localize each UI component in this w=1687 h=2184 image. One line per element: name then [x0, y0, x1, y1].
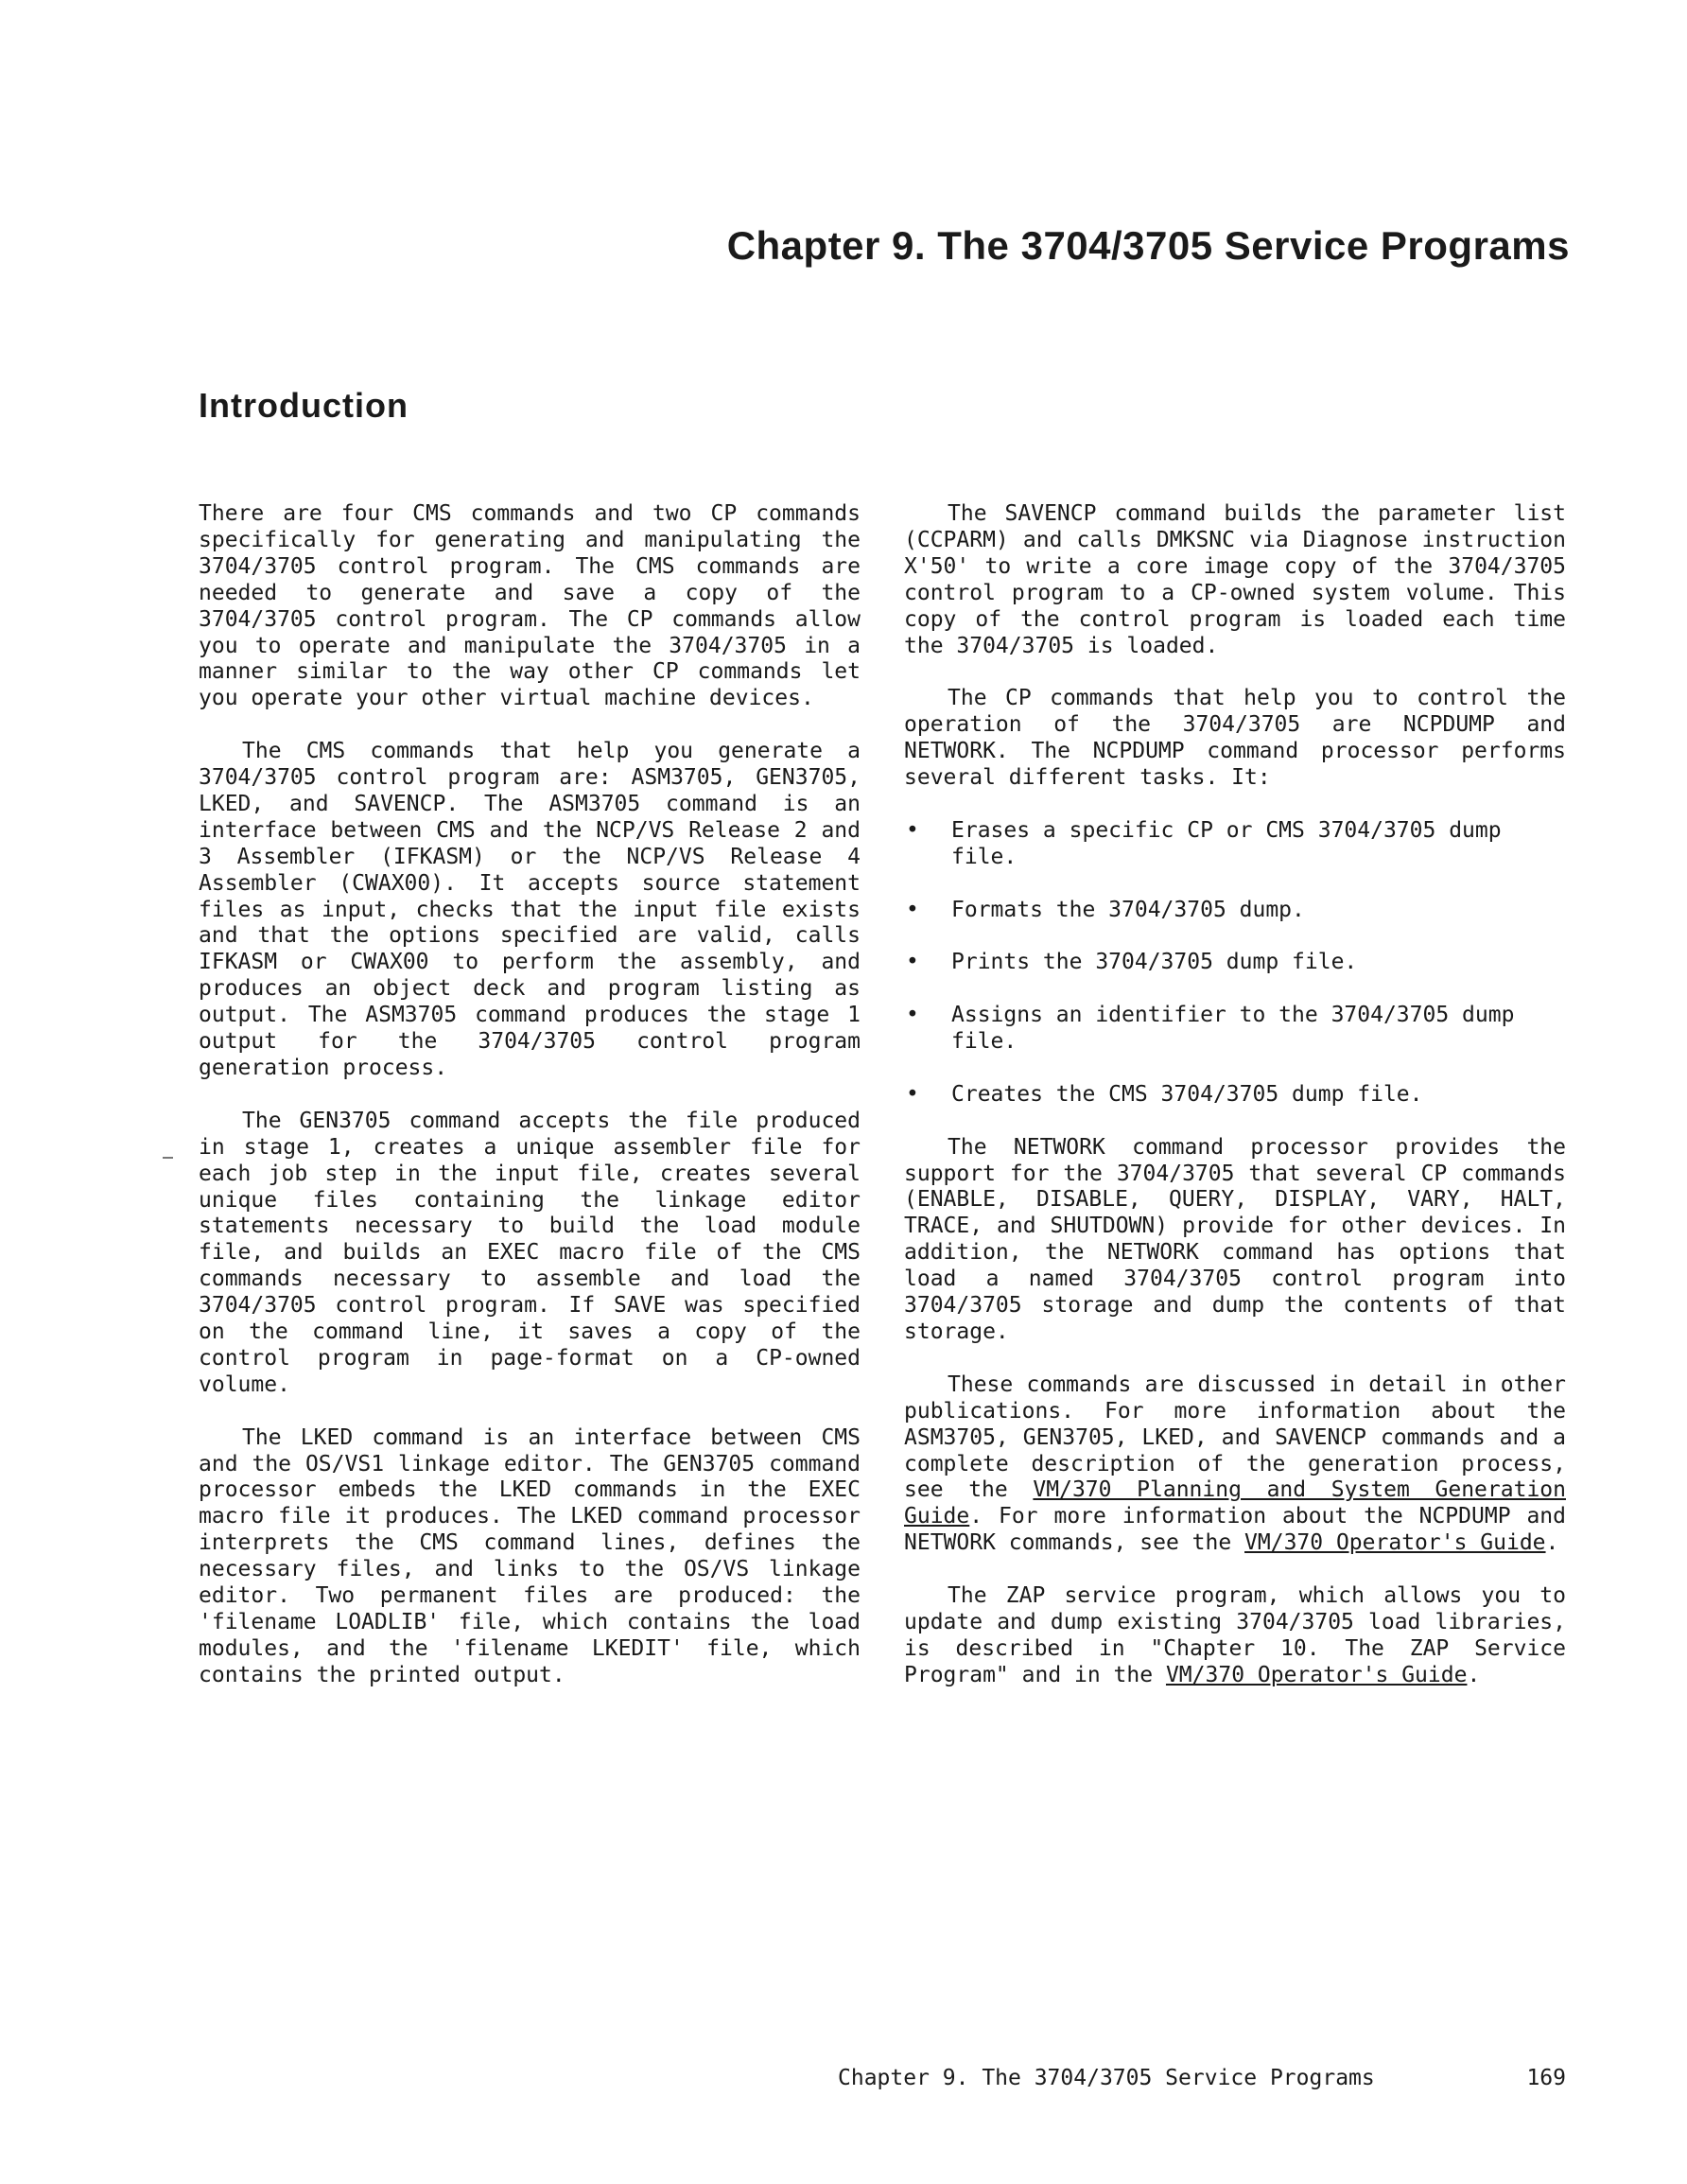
text-run: . For more information about the NCPDUMP and NETWORK commands, see the [904, 1504, 1566, 1556]
text-run: The GEN3705 command accepts the file produced in stage 1, creates a unique assembler file for each job step in the input file, creates several unique files containing the linkage editor statements necessary to build the load module file, and builds an EXEC macro file of the CMS commands necessary to assemble and load the 3704/3705 control program. If SAVE was specified on the command line, it saves a copy of the control program in page-format on a CP-owned volume. [199, 1108, 861, 1397]
paragraph [199, 739, 861, 1082]
chapter-title: Chapter 9. The 3704/3705 Service Programs [726, 223, 1570, 268]
text-run: . [1467, 1662, 1481, 1687]
paragraph [904, 686, 1566, 792]
bullet-item: • Assigns an identifier to the 3704/3705 dump file. [904, 1003, 1566, 1056]
book-title-link: VM/370 Operator's Guide [1244, 1530, 1546, 1556]
bullet-list [904, 818, 1566, 1109]
margin-revision-mark [163, 1157, 173, 1159]
bullet-item: • Creates the CMS 3704/3705 dump file. [904, 1082, 1566, 1109]
section-heading: Introduction [199, 386, 409, 425]
left-column [199, 501, 861, 1716]
right-column [904, 501, 1566, 1716]
text-run: The CP commands that help you to control the operation of the 3704/3705 are NCPDUMP and NETWORK. The NCPDUMP command processor performs several different tasks. It: [904, 686, 1566, 791]
bullet-item: • Formats the 3704/3705 dump. [904, 898, 1566, 924]
paragraph [199, 501, 861, 712]
book-title-link: VM/370 Planning and System Generation Guide [904, 1477, 1566, 1529]
text-run: The NETWORK command processor provides the support for the 3704/3705 that several CP commands (ENABLE, DISABLE, QUERY, DISPLAY, VARY, HALT, TRACE, and SHUTDOWN) provide for other devices. In addition, the NETWORK command has options that load a named 3704/3705 control program into 3704/3705 storage and dump the contents of that storage. [904, 1134, 1566, 1344]
paragraph [199, 1425, 861, 1689]
text-run: The ZAP service program, which allows you to update and dump existing 3704/3705 load libraries, is described in "Chapter 10. The ZAP Service Program" and in the [904, 1583, 1566, 1687]
text-run: There are four CMS commands and two CP commands specifically for generating and manipulating the 3704/3705 control program. The CMS commands are needed to generate and save a copy of the 3704/3705 control program. The CP commands allow you to operate and manipulate the 3704/3705 in a manner similar to the way other CP commands let you operate your other virtual machine devices. [199, 501, 861, 711]
paragraph [904, 1135, 1566, 1346]
bullet-item: • Erases a specific CP or CMS 3704/3705 dump file. [904, 818, 1566, 871]
book-title-link: VM/370 Operator's Guide [1165, 1662, 1468, 1687]
text-run: These commands are discussed in detail in other publications. For more information about the ASM3705, GEN3705, LKED, and SAVENCP commands and a complete description of the generation process, see the [904, 1372, 1566, 1503]
bullet-item: • Prints the 3704/3705 dump file. [904, 950, 1566, 976]
paragraph [904, 501, 1566, 659]
paragraph [904, 1583, 1566, 1689]
text-run: . [1545, 1530, 1559, 1556]
paragraph [199, 1109, 861, 1399]
text-run: The CMS commands that help you generate a 3704/3705 control program are: ASM3705, GEN3705, LKED, and SAVENCP. The ASM3705 command is an interface between CMS and the NCP/VS Release 2 and 3 Assembler (IFKASM) or the NCP/VS Release 4 Assembler (CWAX00). It accepts source statement files as input, checks that the input file exists and that the options specified are valid, calls IFKASM or CWAX00 to perform the assembly, and produces an object deck and program listing as output. The ASM3705 command produces the stage 1 output for the 3704/3705 control program generation process. [199, 739, 861, 1081]
text-run: The LKED command is an interface between CMS and the OS/VS1 linkage editor. The GEN3705 command processor embeds the LKED commands in the EXEC macro file it produces. The LKED command processor interprets the CMS command lines, defines the necessary files, and links to the OS/VS linkage editor. Two permanent files are produced: the 'filename LOADLIB' file, which contains the load modules, and the 'filename LKEDIT' file, which contains the printed output. [199, 1424, 861, 1687]
footer-chapter-title: Chapter 9. The 3704/3705 Service Programs [838, 2066, 1375, 2090]
page-number: 169 [1526, 2066, 1566, 2090]
text-run: The SAVENCP command builds the parameter list (CCPARM) and calls DMKSNC via Diagnose instruction X'50' to write a core image copy of the 3704/3705 control program to a CP-owned system volume. This copy of the control program is loaded each time the 3704/3705 is loaded. [904, 501, 1566, 658]
paragraph [904, 1372, 1566, 1557]
